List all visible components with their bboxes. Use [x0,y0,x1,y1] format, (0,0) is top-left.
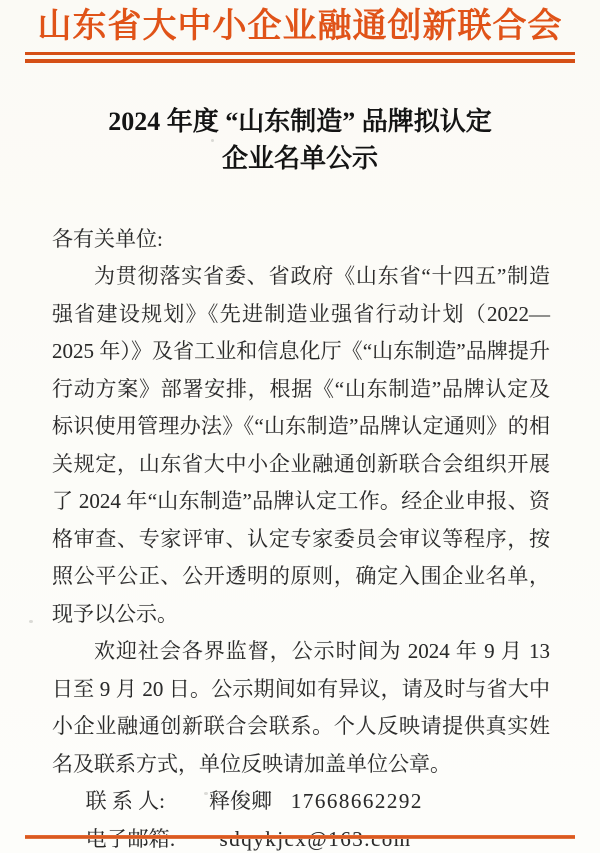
salutation: 各有关单位: [52,226,163,251]
org-name-header: 山东省大中小企业融通创新联合会 [37,8,563,45]
contact-person-name: 释俊卿 [209,789,273,813]
scan-speck [211,139,214,142]
document-title-line2: 企业名单公示 [221,143,378,173]
footer-rule [25,835,575,839]
scan-speck [29,620,33,623]
contact-person-row [52,783,550,821]
header-double-rule [25,52,575,63]
scan-speck [204,792,208,795]
contact-person-phone: 17668662292 [290,789,423,813]
paragraph-background: 为贯彻落实省委、省政府《山东省“十四五”制造强省建设规划》《先进制造业强省行动计划（2022—2025 年）》及省工业和信息化厅《“山东制造”品牌提升行动方案》部署安排，根据《“山东制造”品牌认定及标识使用管理办法》《“山东制造”品牌认定通则》的相关规定，山东省大中小企业融通创新联合会组织开展了 2024 年“山东制造”品牌认定工作。经企业申报、资格审查、专家评审、认定专家委员会审议等程序，按照公平公正、公开透明的原则，确定入围企业名单，现予以公示。 [52,264,550,626]
contact-person-label: 联 系 人: [85,789,165,813]
paragraph-supervision: 欢迎社会各界监督，公示时间为 2024 年 9 月 13 日至 9 月 20 日。公示期间如有异议，请及时与省大中小企业融通创新联合会联系。个人反映请提供真实姓名及联系方式，单位反映请加盖单位公章。 [52,639,550,776]
document-title [0,103,600,177]
document-title-line1: 2024 年度 “山东制造” 品牌拟认定 [108,106,492,136]
document-body [0,221,600,853]
